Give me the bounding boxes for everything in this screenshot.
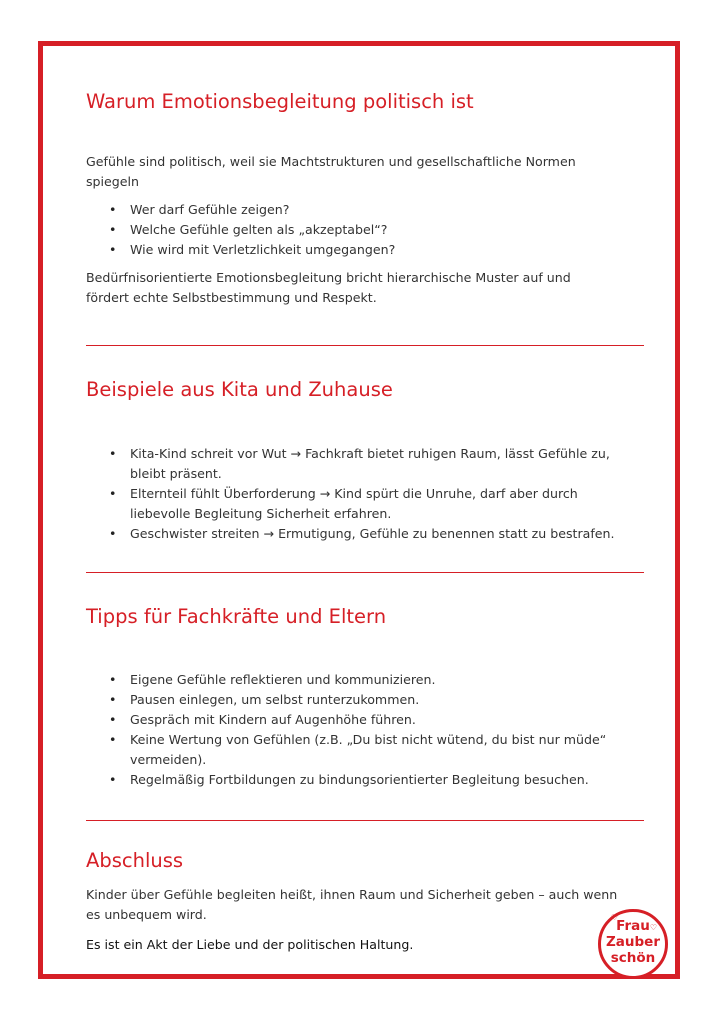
brand-logo <box>598 909 668 979</box>
outro-line-1: Bedürfnisorientierte Emotionsbegleitung bricht hierarchische Muster auf und <box>86 270 571 285</box>
closing-statement-block <box>86 935 586 955</box>
section-divider <box>86 820 644 821</box>
bullet-icon: • <box>109 672 117 687</box>
bullet-icon: • <box>109 202 117 217</box>
bullet-icon: • <box>109 772 117 787</box>
outro-line-2: fördert echte Selbstbestimmung und Respekt. <box>86 290 377 305</box>
logo-line: Zauber <box>606 934 660 950</box>
list-item: • Wer darf Gefühle zeigen? <box>86 200 644 220</box>
section-title-examples: Beispiele aus Kita und Zuhause <box>86 378 393 401</box>
bullet-icon: • <box>109 222 117 237</box>
section-title-tips: Tipps für Fachkräfte und Eltern <box>86 605 387 628</box>
logo-line: schön <box>610 950 656 966</box>
bullet-icon: • <box>109 732 117 747</box>
examples-bullet-list <box>86 444 644 544</box>
conclusion-line-1: Kinder über Gefühle begleiten heißt, ihnen Raum und Sicherheit geben – auch wenn <box>86 887 618 902</box>
section-politics-outro <box>86 268 644 308</box>
list-item: • Wie wird mit Verletzlichkeit umgegangen? <box>86 240 644 260</box>
section-title-politics: Warum Emotionsbegleitung politisch ist <box>86 90 474 113</box>
section-divider <box>86 572 644 573</box>
list-item: • Geschwister streiten → Ermutigung, Gefühle zu benennen statt zu bestrafen. <box>86 524 644 544</box>
bullet-icon: • <box>109 486 117 501</box>
heart-icon: ♡ <box>611 913 619 922</box>
bullet-icon: • <box>109 446 117 461</box>
logo-line: Frau <box>616 918 650 934</box>
section-divider <box>86 345 644 346</box>
section-politics-intro <box>86 152 644 192</box>
bullet-icon: • <box>109 242 117 257</box>
list-item: • Elternteil fühlt Überforderung → Kind spürt die Unruhe, darf aber durch liebevolle Begleitung Sicherheit erfahren. <box>109 486 578 521</box>
list-item: • Eigene Gefühle reflektieren und kommunizieren. <box>86 670 644 690</box>
section-conclusion-text <box>86 885 626 925</box>
bullet-icon: • <box>109 526 117 541</box>
bullet-icon: • <box>109 712 117 727</box>
list-item: • Welche Gefühle gelten als „akzeptabel“? <box>86 220 644 240</box>
heart-icon: ♡ <box>649 923 657 932</box>
list-item: • Kita-Kind schreit vor Wut → Fachkraft bietet ruhigen Raum, lässt Gefühle zu, bleibt präsent. <box>109 446 610 481</box>
closing-statement: Es ist ein Akt der Liebe und der politischen Haltung. <box>86 937 414 952</box>
list-item: • Pausen einlegen, um selbst runterzukommen. <box>86 690 644 710</box>
section-title-conclusion: Abschluss <box>86 849 184 872</box>
conclusion-line-2: es unbequem wird. <box>86 907 207 922</box>
intro-line-2: spiegeln <box>86 174 140 189</box>
list-item: • Regelmäßig Fortbildungen zu bindungsorientierter Begleitung besuchen. <box>86 770 644 790</box>
bullet-icon: • <box>109 692 117 707</box>
intro-line-1: Gefühle sind politisch, weil sie Machtstrukturen und gesellschaftliche Normen <box>86 154 576 169</box>
list-item: • Keine Wertung von Gefühlen (z.B. „Du bist nicht wütend, du bist nur müde“ vermeiden). <box>109 732 607 767</box>
list-item: • Gespräch mit Kindern auf Augenhöhe führen. <box>86 710 644 730</box>
politics-bullet-list <box>86 200 644 260</box>
tips-bullet-list <box>86 670 644 790</box>
